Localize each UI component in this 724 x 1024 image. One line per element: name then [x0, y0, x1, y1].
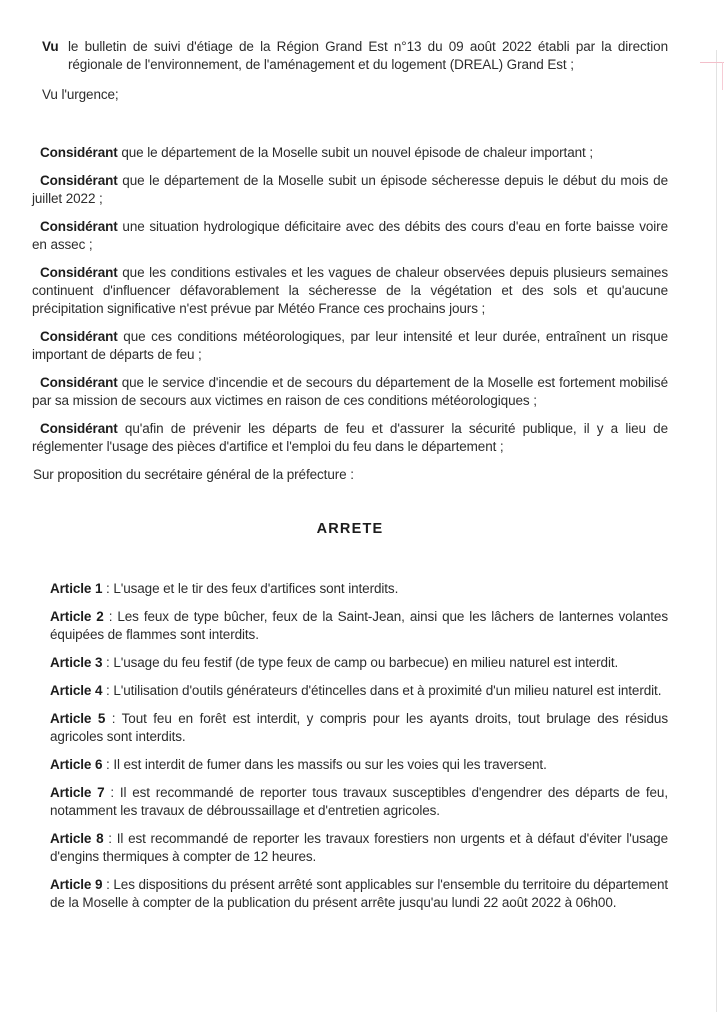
article-text: : L'usage et le tir des feux d'artifices sont interdits.: [102, 581, 399, 596]
vu-bulletin-paragraph: [42, 38, 668, 74]
article-text: : Il est interdit de fumer dans les massifs ou sur les voies qui les traversent.: [102, 757, 547, 772]
considerant-paragraph: [32, 264, 668, 318]
considerant-text: une situation hydrologique déficitaire avec des débits des cours d'eau en forte baisse voire en assec ;: [32, 219, 668, 252]
article-label: Article 9: [50, 877, 103, 892]
considerant-paragraph: [32, 420, 668, 456]
sur-proposition-paragraph: Sur proposition du secrétaire général de la préfecture :: [33, 467, 354, 482]
arrete-heading: ARRETE: [316, 521, 384, 537]
scan-pink-mark-horizontal: [700, 62, 724, 63]
article-paragraph: [50, 608, 668, 644]
article-label: Article 2: [50, 609, 104, 624]
considerant-paragraph: [32, 374, 668, 410]
article-label: Article 7: [50, 785, 105, 800]
article-paragraph: [50, 710, 668, 746]
considerant-label: Considérant: [40, 219, 118, 234]
article-label: Article 8: [50, 831, 104, 846]
vu-bulletin-text: le bulletin de suivi d'étiage de la Région Grand Est n°13 du 09 août 2022 établi par la direction régionale de l'environnement, de l'aménagement et du logement (DREAL) Grand Est ;: [68, 39, 668, 72]
article-text: : L'usage du feu festif (de type feux de camp ou barbecue) en milieu naturel est interdit.: [102, 655, 619, 670]
considerant-text: que ces conditions météorologiques, par leur intensité et leur durée, entraînent un risque important de départs de feu ;: [32, 329, 668, 362]
considerant-text: que le département de la Moselle subit un épisode sécheresse depuis le début du mois de juillet 2022 ;: [32, 173, 668, 206]
scan-edge-line: [716, 50, 717, 1012]
considerant-label: Considérant: [40, 329, 118, 344]
considerant-paragraph: [32, 172, 668, 208]
vu-urgence-paragraph: Vu l'urgence;: [42, 87, 119, 102]
considerant-label: Considérant: [40, 173, 118, 188]
article-text: : Les dispositions du présent arrêté sont applicables sur l'ensemble du territoire du département de la Moselle à compter de la publication du présent arrête jusqu'au lundi 22 août 2022 à 06h00.: [50, 877, 669, 910]
considerants-section: [32, 144, 668, 456]
article-label: Article 6: [50, 757, 103, 772]
considerant-paragraph: [32, 218, 668, 254]
article-paragraph: [50, 756, 668, 774]
article-label: Article 5: [50, 711, 106, 726]
article-text: : Les feux de type bûcher, feux de la Saint-Jean, ainsi que les lâchers de lanternes volantes équipées de flammes sont interdits.: [50, 609, 668, 642]
article-text: : Tout feu en forêt est interdit, y compris pour les ayants droits, tout brulage des résidus agricoles sont interdits.: [50, 711, 668, 744]
considerant-text: que le service d'incendie et de secours du département de la Moselle est fortement mobilisé par sa mission de secours aux victimes en raison de ces conditions météorologiques ;: [32, 375, 668, 408]
considerant-text: que les conditions estivales et les vagues de chaleur observées depuis plusieurs semaines continuent d'influencer défavorablement la sécheresse de la végétation et des sols et qu'aucune précipitation significative n'est prévue par Météo France ces prochains jours ;: [32, 265, 668, 316]
article-text: : Il est recommandé de reporter les travaux forestiers non urgents et à défaut d'éviter l'usage d'engins thermiques à compter de 12 heures.: [50, 831, 668, 864]
article-paragraph: [50, 580, 668, 598]
article-label: Article 3: [50, 655, 103, 670]
article-text: : Il est recommandé de reporter tous travaux susceptibles d'engendrer des départs de feu, notamment les travaux de débroussaillage et d'entretien agricoles.: [50, 785, 668, 818]
article-paragraph: [50, 876, 668, 912]
considerant-paragraph: [32, 328, 668, 364]
article-paragraph: [50, 682, 668, 700]
article-paragraph: [50, 784, 668, 820]
considerant-label: Considérant: [40, 145, 118, 160]
considerant-text: que le département de la Moselle subit un nouvel épisode de chaleur important ;: [117, 145, 593, 160]
article-label: Article 1: [50, 581, 103, 596]
considerant-paragraph: [32, 144, 668, 162]
considerant-label: Considérant: [40, 265, 118, 280]
article-label: Article 4: [50, 683, 103, 698]
article-paragraph: [50, 830, 668, 866]
considerant-label: Considérant: [40, 421, 118, 436]
vu-label: Vu: [42, 39, 59, 54]
article-text: : L'utilisation d'outils générateurs d'étincelles dans et à proximité d'un milieu naturel est interdit.: [102, 683, 662, 698]
articles-section: [32, 580, 668, 912]
article-paragraph: [50, 654, 668, 672]
considerant-text: qu'afin de prévenir les départs de feu et d'assurer la sécurité publique, il y a lieu de réglementer l'usage des pièces d'artifice et l'emploi du feu dans le département ;: [32, 421, 668, 454]
considerant-label: Considérant: [40, 375, 118, 390]
scan-pink-mark-vertical: [722, 62, 723, 90]
